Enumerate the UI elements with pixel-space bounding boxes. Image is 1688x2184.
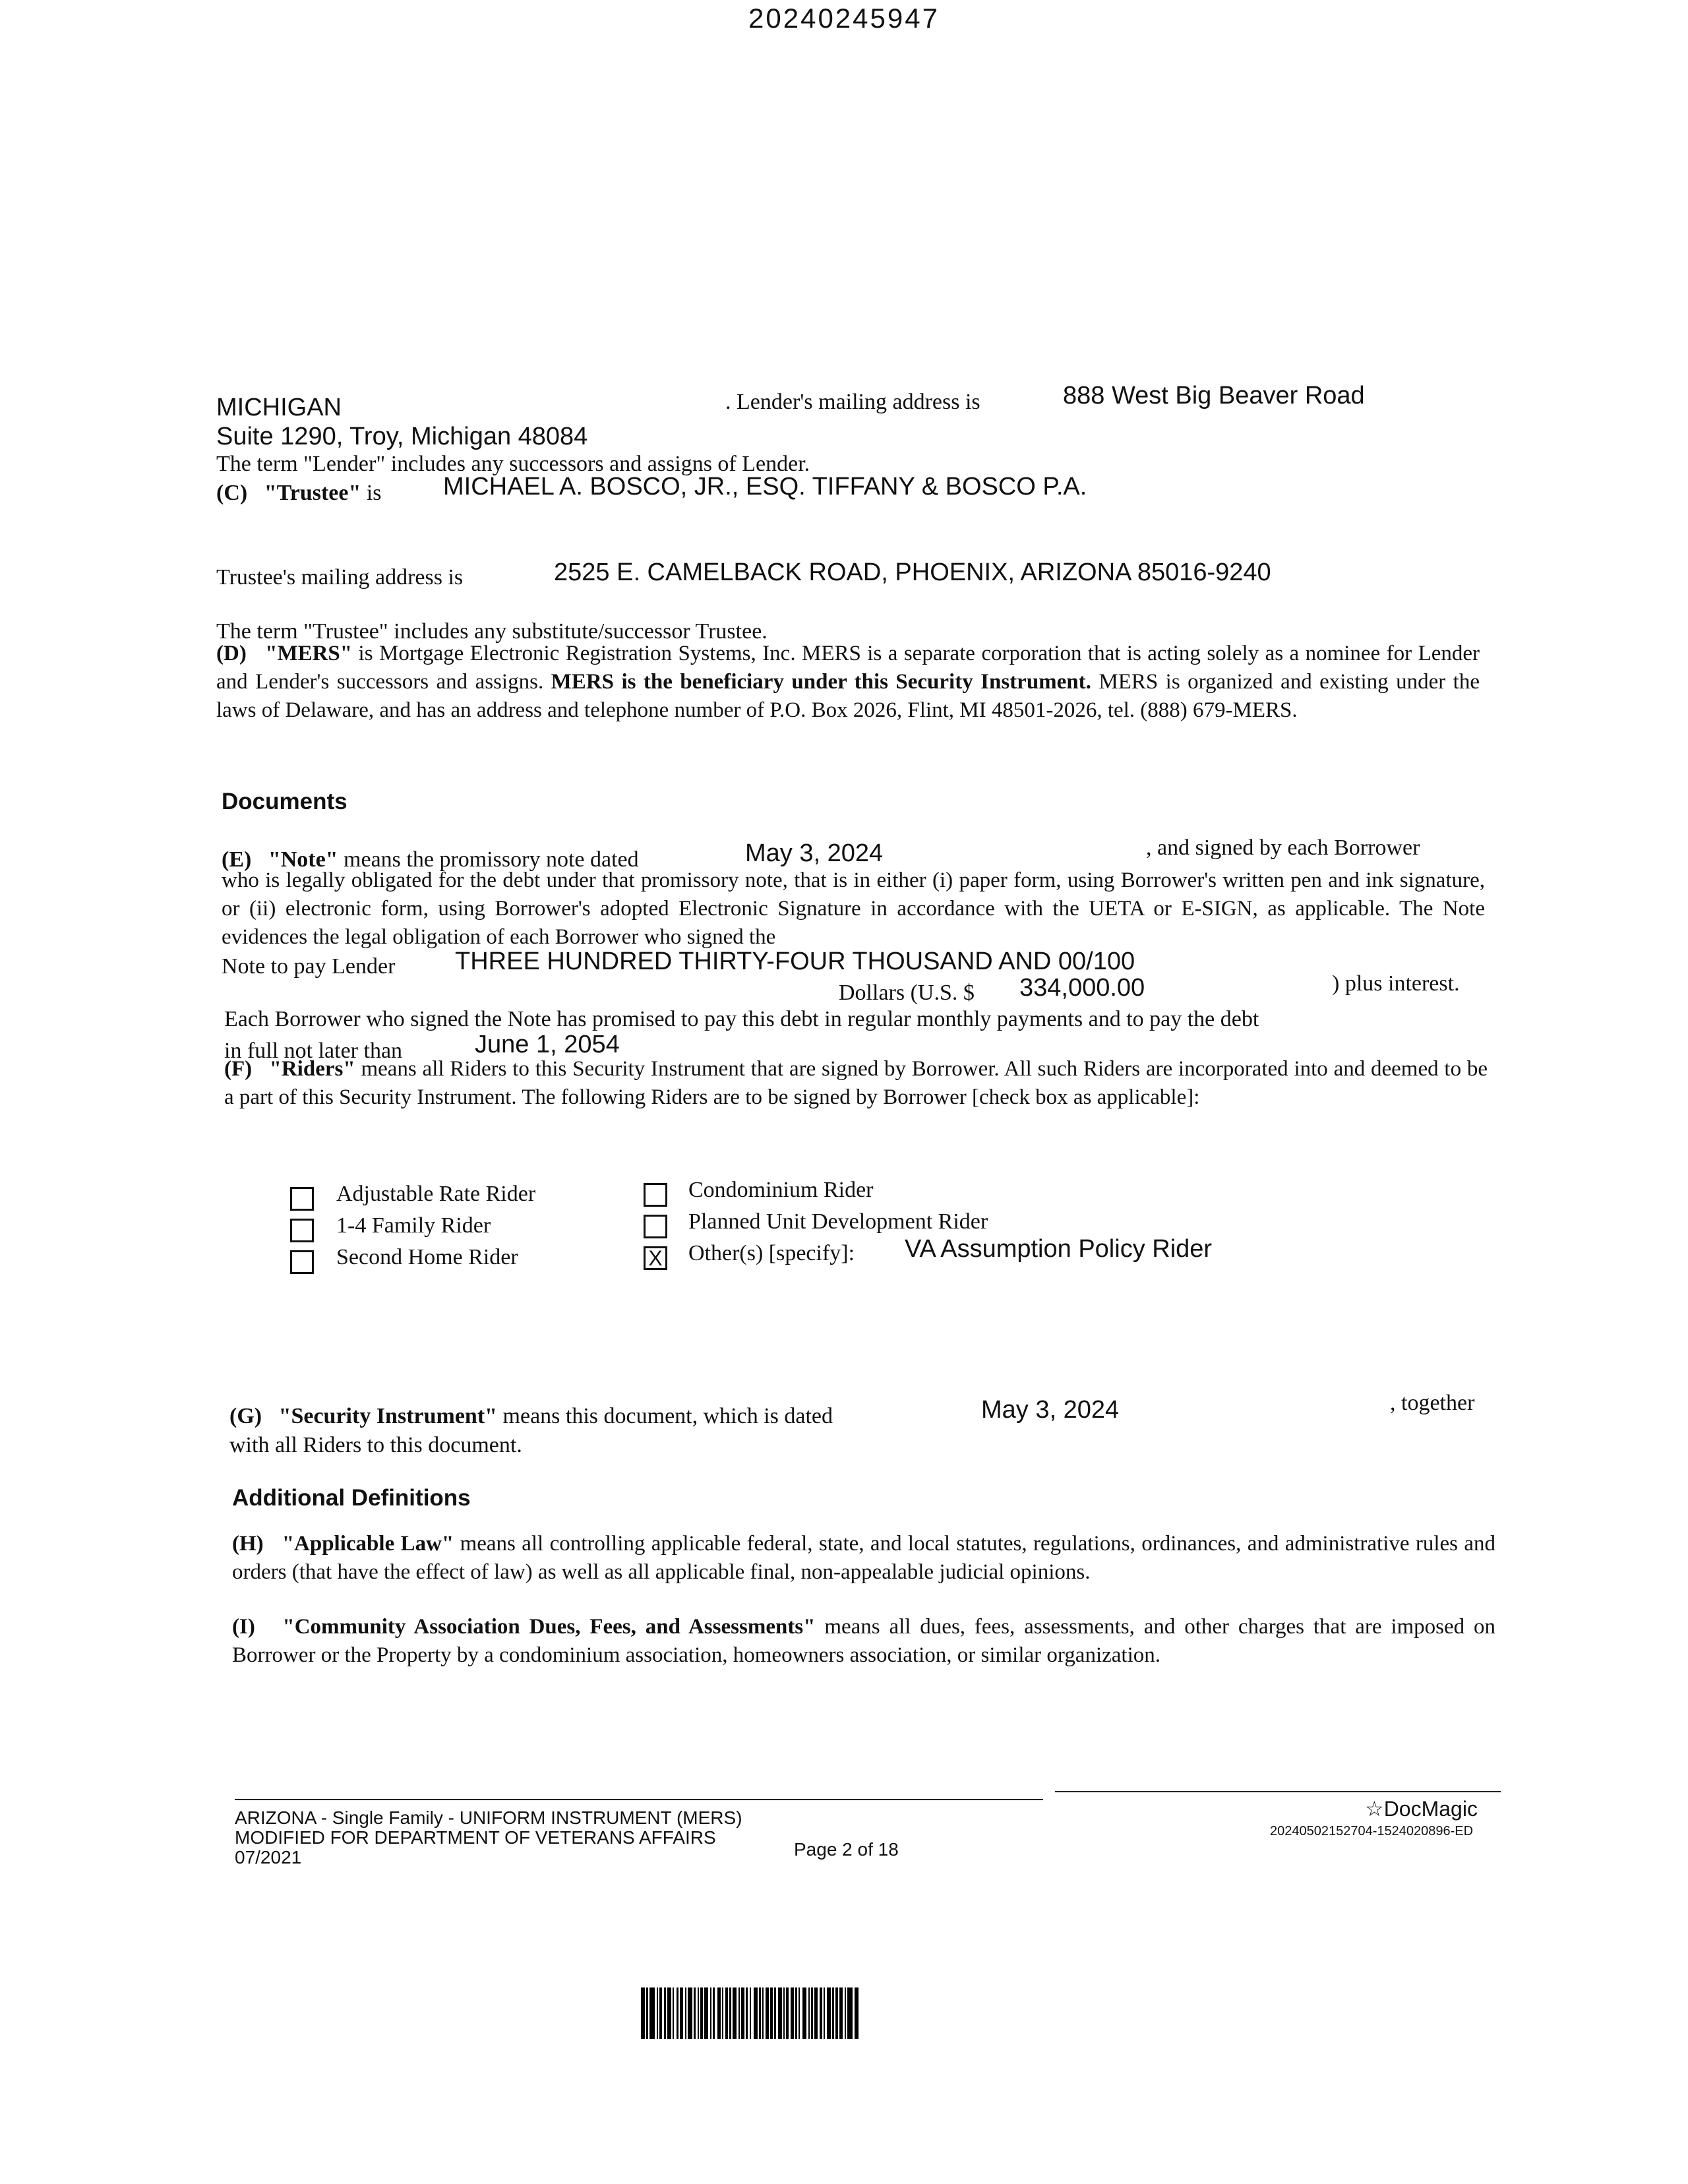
note-amount-words: THREE HUNDRED THIRTY-FOUR THOUSAND AND 00/100 (455, 948, 1135, 975)
rider-label-planned-unit-development: Planned Unit Development Rider (688, 1209, 988, 1234)
lender-mailing-label: . Lender's mailing address is (725, 390, 980, 414)
barcode-icon (641, 1987, 1108, 2039)
checkbox-planned-unit-development-rider[interactable] (644, 1215, 667, 1238)
note-promise-text: Each Borrower who signed the Note has promised to pay this debt in regular monthly payments and to pay the debt (224, 1007, 1259, 1031)
note-dollars-label: Dollars (U.S. $ (839, 981, 975, 1005)
riders-text: means all Riders to this Security Instrument that are signed by Borrower. All such Riders are incorporated into and deemed to be a part of this Security Instrument. The following Riders are to be signed by Borrower [check box as applicable]: (224, 1057, 1488, 1109)
rider-label-second-home: Second Home Rider (336, 1245, 518, 1269)
lender-address-line1: 888 West Big Beaver Road (1063, 382, 1365, 410)
additional-definitions-heading: Additional Definitions (232, 1485, 471, 1511)
rider-other-value: VA Assumption Policy Rider (905, 1235, 1213, 1263)
mers-letter: (D) (216, 642, 247, 665)
checkbox-1-4-family-rider[interactable] (290, 1219, 314, 1242)
rider-label-condominium: Condominium Rider (688, 1178, 874, 1202)
footer-rule-left (235, 1799, 1043, 1800)
lender-address-line2: Suite 1290, Troy, Michigan 48084 (216, 423, 588, 450)
trustee-is: is (366, 481, 382, 505)
checkbox-second-home-rider[interactable] (290, 1250, 314, 1274)
note-pay-label: Note to pay Lender (222, 954, 396, 979)
footer-doc-id: 20240502152704-1524020896-ED (1270, 1824, 1474, 1838)
applicable-law-term: "Applicable Law" (282, 1532, 454, 1556)
footer-line3: 07/2021 (235, 1847, 302, 1867)
community-term: "Community Association Dues, Fees, and Assessments" (282, 1615, 816, 1639)
riders-definition (224, 1055, 1488, 1112)
note-letter: (E) (222, 847, 252, 872)
trustee-definition (216, 480, 382, 507)
security-instrument-dated-label: means this document, which is dated (502, 1404, 833, 1428)
community-text: means all dues, fees, assessments, and other charges that are imposed on Borrower or the Property by a condominium association, homeowners association, or similar organization. (232, 1615, 1496, 1667)
trustee-term: "Trustee" (264, 481, 361, 505)
applicable-law-letter: (H) (232, 1532, 264, 1556)
applicable-law-text: means all controlling applicable federal, state, and local statutes, regulations, ordinances, and administrative rules and orders (that have the effect of law) as well as all applicable final, non-appealable judicial opinions. (232, 1532, 1496, 1584)
security-instrument-together: , together (1390, 1391, 1475, 1415)
note-date: May 3, 2024 (745, 839, 884, 867)
security-instrument-intro (229, 1403, 833, 1430)
security-instrument-date: May 3, 2024 (981, 1396, 1120, 1424)
community-letter: (I) (232, 1615, 255, 1639)
rider-label-other: Other(s) [specify]: (688, 1241, 855, 1265)
riders-term: "Riders" (269, 1057, 355, 1081)
checkbox-other-rider[interactable]: X (644, 1246, 667, 1270)
trustee-term-note: The term "Trustee" includes any substitute/successor Trustee. (216, 619, 768, 644)
docmagic-brand (1365, 1796, 1478, 1821)
barcode-bar (855, 1987, 859, 2039)
community-association-definition (232, 1613, 1495, 1670)
trustee-letter: (C) (216, 481, 248, 505)
barcode-bar (847, 1987, 853, 2039)
footer-line2: MODIFIED FOR DEPARTMENT OF VETERANS AFFAIRS (235, 1827, 716, 1848)
rider-label-adjustable-rate: Adjustable Rate Rider (336, 1182, 536, 1206)
mers-term: "MERS" (265, 642, 353, 665)
lender-term-note: The term "Lender" includes any successors and assigns of Lender. (216, 452, 810, 476)
recording-number: 20240245947 (748, 3, 940, 34)
note-amount: 334,000.00 (1019, 974, 1145, 1002)
footer-page-number: Page 2 of 18 (794, 1839, 899, 1860)
note-plus-interest: ) plus interest. (1332, 971, 1460, 996)
lender-state: MICHIGAN (216, 394, 342, 421)
barcode-bar (688, 1987, 692, 2039)
note-maturity-date: June 1, 2054 (475, 1031, 620, 1058)
note-body: who is legally obligated for the debt under that promissory note, that is in either (i) paper form, using Borrower's written pen and ink signature, or (ii) electronic form, using Borrower's adopted Electronic Signature in accordance with the UETA or E-SIGN, as applicable. The Note evidences the legal obligation of each Borrower who signed the (222, 868, 1485, 949)
star-outline-icon: ☆ (1365, 1797, 1384, 1821)
note-term: "Note" (268, 847, 338, 872)
security-instrument-term: "Security Instrument" (278, 1404, 498, 1428)
mers-definition (216, 640, 1480, 725)
mers-text-bold: MERS is the beneficiary under this Security Instrument. (551, 670, 1091, 694)
note-signed-label: , and signed by each Borrower (1146, 835, 1420, 860)
trustee-mailing-label: Trustee's mailing address is (216, 565, 464, 590)
footer-line1: ARIZONA - Single Family - UNIFORM INSTRUMENT (MERS) (235, 1807, 742, 1828)
trustee-name: MICHAEL A. BOSCO, JR., ESQ. TIFFANY & BOSCO P.A. (443, 473, 1087, 501)
rider-label-1-4-family: 1-4 Family Rider (336, 1213, 491, 1238)
barcode-bar (649, 1987, 655, 2039)
trustee-address: 2525 E. CAMELBACK ROAD, PHOENIX, ARIZONA 85016-9240 (554, 559, 1271, 586)
footer-rule-right (1055, 1791, 1501, 1792)
checkbox-adjustable-rate-rider[interactable] (290, 1187, 314, 1211)
docmagic-brand-text: DocMagic (1383, 1797, 1478, 1821)
note-dated-label: means the promissory note dated (344, 847, 639, 872)
security-instrument-line2: with all Riders to this document. (229, 1433, 522, 1457)
mers-text-a: is Mortgage Electronic Registration Systems, Inc. MERS is a separate corporation that is acting solely as a nominee for Lender and Lender's successors and assigns. (216, 642, 1480, 694)
security-instrument-letter: (G) (229, 1404, 262, 1428)
riders-letter: (F) (224, 1057, 253, 1081)
note-full-label: in full not later than (224, 1039, 403, 1063)
checkbox-condominium-rider[interactable] (644, 1183, 667, 1207)
documents-heading: Documents (222, 789, 347, 814)
mers-text-b: MERS is organized and existing under the laws of Delaware, and has an address and telephone number of P.O. Box 2026, Flint, MI 48501-2026, tel. (888) 679-MERS. (216, 670, 1480, 722)
applicable-law-definition (232, 1530, 1495, 1587)
